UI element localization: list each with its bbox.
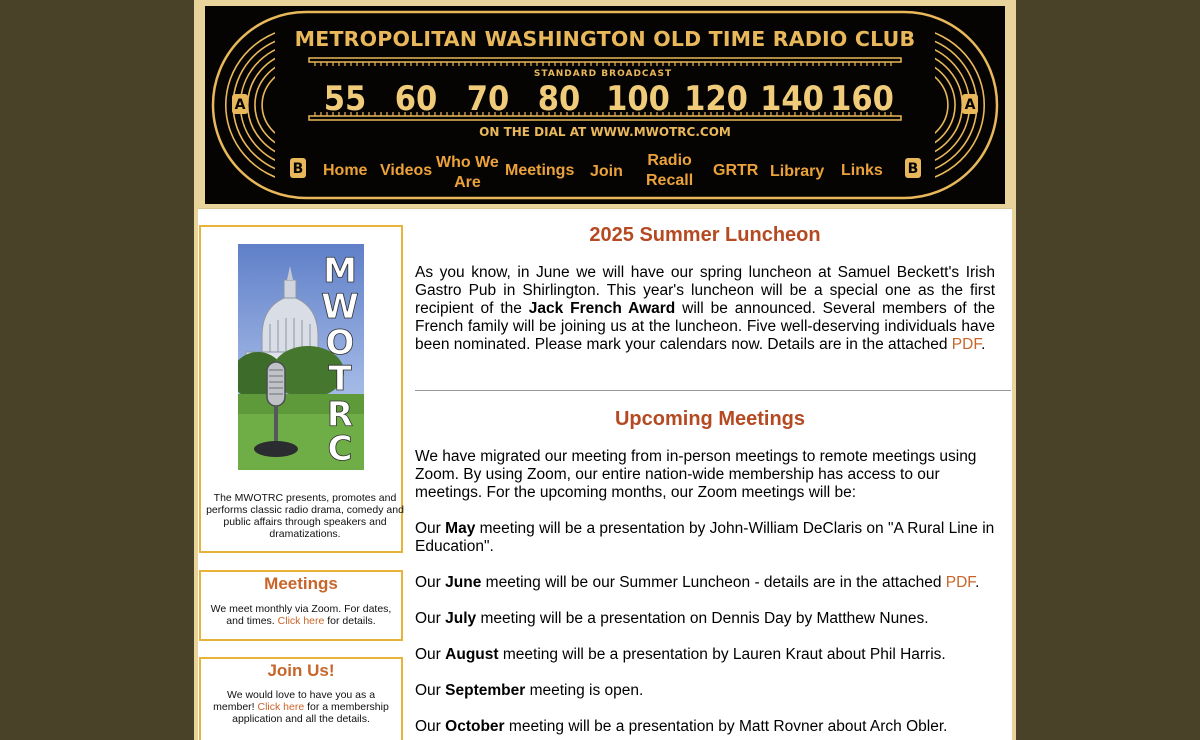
sidebar-meetings-box [199,570,403,641]
meeting-item-august: Our August meeting will be a presentation by Lauren Kraut about Phil Harris. [415,646,946,663]
luncheon-text-2: will be announced. Several members of the French family will be joining us at the luncheon. Five well-deserving individuals have been nominated. Please mark your calendars now. Details are in the attached [415,300,995,353]
upcoming-meetings-heading: Upcoming Meetings [614,408,805,430]
nav-library[interactable]: Library [770,163,825,180]
luncheon-paragraph [415,264,995,354]
section-divider [415,390,1011,391]
meetings-intro: We have migrated our meeting from in-person meetings to remote meetings using Zoom. By using Zoom, our entire nation-wide membership has access to our meetings. For the upcoming months, our Zoom meetings will be: [415,448,977,501]
radio-dial-banner [205,6,1005,204]
left-a-badge [232,94,248,114]
luncheon-text-1: As you know, in June we will have our spring luncheon at Samuel Beckett's Irish Gastro Pub in Shirlington. This year's luncheon will be a special one as the first recipient of the [415,264,995,317]
svg-text:M: M [323,251,357,291]
dial-numbers [324,79,894,119]
sidebar-intro-text: The MWOTRC presents, promotes and performs classic radio drama, comedy and public affairs through speakers and dramatizations. [206,492,404,540]
dial-number: 100 [606,79,670,119]
nav-who-we-are-line2: Are [454,174,481,191]
nav-meetings[interactable]: Meetings [505,162,575,179]
sidebar-meetings-text-1: We meet monthly via Zoom. For dates, and times. [210,603,392,627]
page-container [194,0,1016,740]
right-b-badge [905,158,921,178]
jack-french-award: Jack French Award [528,300,676,317]
meeting-item-may: Our May meeting will be a presentation by John-William DeClaris on "A Rural Line in Education". [415,520,995,555]
dial-number: 120 [684,79,748,119]
sidebar-join-box [199,657,403,740]
luncheon-text-3: . [981,336,986,353]
sidebar-join-text-2: for a membership application and all the details. [232,701,389,725]
luncheon-heading: 2025 Summer Luncheon [589,224,821,246]
nav-radio-recall-line2: Recall [646,172,694,189]
nav-links[interactable]: Links [841,162,883,179]
club-title: METROPOLITAN WASHINGTON OLD TIME RADIO CLUB [294,27,916,51]
svg-text:B: B [907,161,919,177]
meeting-item-september: Our September meeting is open. [415,682,644,699]
dial-number: 55 [323,79,367,119]
sidebar-join-text-1: We would love to have you as a member! [213,689,376,713]
sidebar-meetings-heading: Meetings [264,574,338,593]
meeting-item-october: Our October meeting will be a presentation by Matt Rovner about Arch Obler. [415,718,948,735]
dial-number: 70 [466,79,510,119]
sidebar-intro-box [199,225,403,553]
header-banner [198,0,1012,208]
nav-who-we-are[interactable] [436,153,499,193]
dial-number: 60 [394,79,438,119]
meeting-item-june: Our June meeting will be our Summer Luncheon - details are in the attached PDF. [415,574,980,591]
svg-text:W: W [321,287,359,327]
svg-text:B: B [292,161,304,177]
dial-number: 140 [760,79,824,119]
dial-number: 160 [830,79,894,119]
nav-radio-recall-line1: Radio [647,152,692,169]
sidebar-join-heading: Join Us! [267,661,335,680]
dial-subtitle: ON THE DIAL AT WWW.MWOTRC.COM [479,125,731,139]
nav-videos[interactable]: Videos [380,162,433,179]
sidebar-join-text [201,689,401,725]
dial-number: 80 [537,79,581,119]
luncheon-pdf-link[interactable]: PDF [951,336,982,353]
svg-text:A: A [234,97,246,113]
sidebar-meetings-text-2: for details. [327,615,376,627]
right-a-badge [962,94,978,114]
svg-text:A: A [964,97,976,113]
nav-who-we-are-line1: Who We [436,154,499,171]
header-divider [198,208,1012,209]
left-b-badge [290,158,306,178]
svg-text:T: T [328,359,352,399]
nav-join[interactable]: Join [590,163,623,180]
band-label: STANDARD BROADCAST [533,69,673,79]
svg-text:R: R [326,395,354,435]
main-content [415,222,995,354]
mwotrc-logo-image [238,244,364,470]
svg-text:O: O [325,323,355,363]
nav-grtr[interactable]: GRTR [713,162,759,179]
meetings-section [415,406,1005,736]
meeting-item-july: Our July meeting will be a presentation on Dennis Day by Matthew Nunes. [415,610,929,627]
sidebar-meetings-text [201,603,401,627]
svg-text:C: C [327,429,353,469]
meetings-click-here-link[interactable]: Click here [277,615,325,627]
nav-home[interactable]: Home [323,162,368,179]
june-pdf-link[interactable]: PDF [945,574,976,591]
join-click-here-link[interactable]: Click here [257,701,305,713]
nav-radio-recall[interactable] [646,151,693,191]
